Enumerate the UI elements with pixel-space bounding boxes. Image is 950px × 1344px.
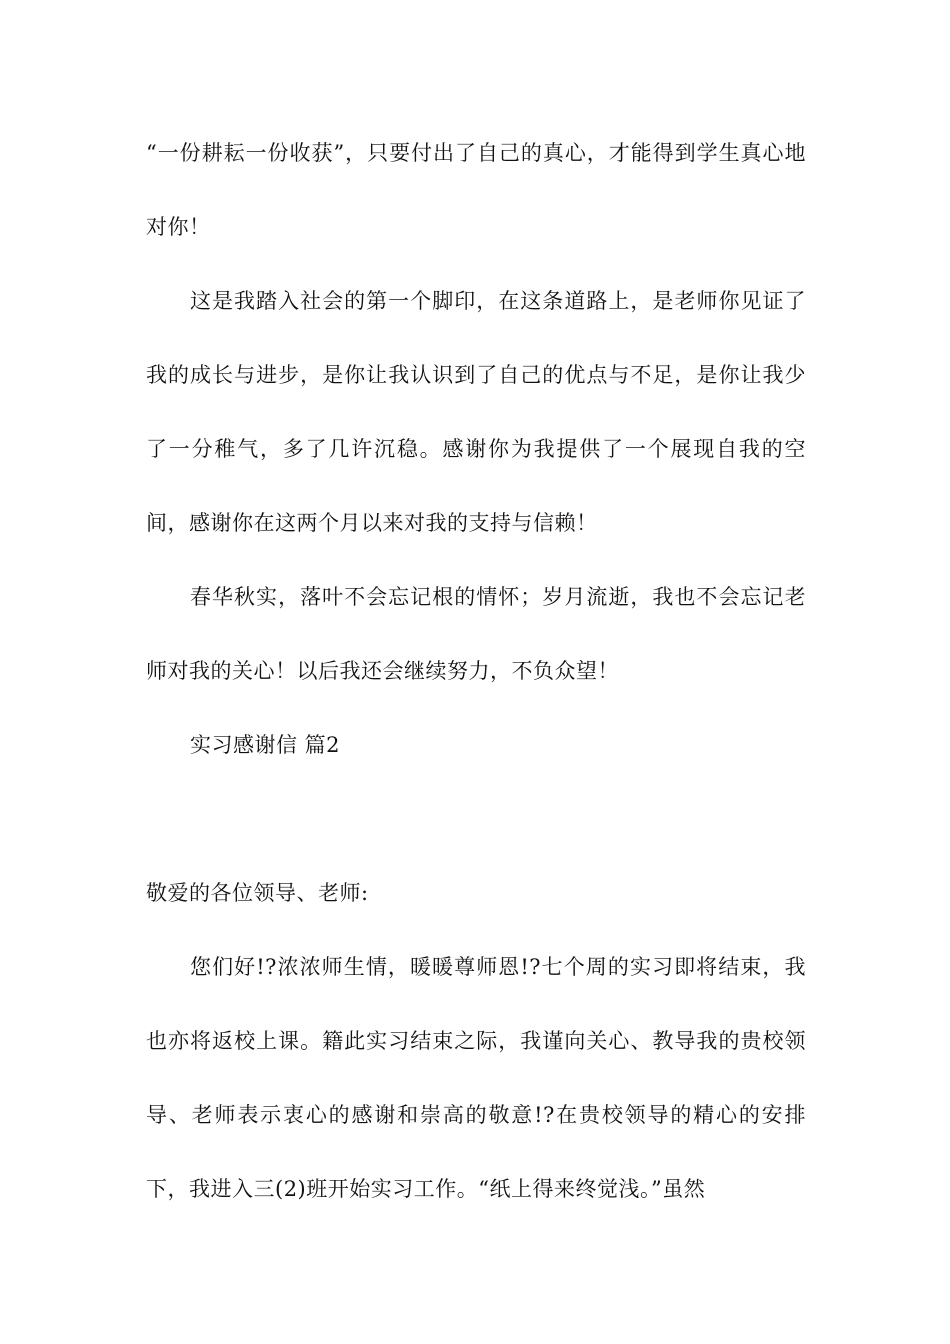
paragraph-footprint: 这是我踏入社会的第一个脚印，在这条道路上，是老师你见证了我的成长与进步，是你让我认识到了自己的优点与不足，是你让我少了一分稚气，多了几许沉稳。感谢你为我提供了一个展现自我的空间，感谢你在这两个月以来对我的支持与信赖！ <box>146 289 806 535</box>
section-spacer <box>146 782 806 856</box>
salutation: 敬爱的各位领导、老师: <box>146 881 369 905</box>
paragraph-continuation: “一份耕耘一份收获”，只要付出了自己的真心，才能得到学生真心地对你！ <box>146 141 806 239</box>
paragraph-gratitude: 春华秋实，落叶不会忘记根的情怀；岁月流逝，我也不会忘记老师对我的关心！以后我还会继续努力，不负众望！ <box>146 585 806 683</box>
paragraph-internship: 您们好!?浓浓师生情，暖暖尊师恩!?七个周的实习即将结束，我也亦将返校上课。籍此实习结束之际，我谨向关心、教导我的贵校领导、老师表示衷心的感谢和崇高的敬意!?在贵校领导的精心的安排下，我进入三(2)班开始实习工作。“纸上得来终觉浅。”虽然 <box>146 955 806 1201</box>
document-body <box>146 116 806 1226</box>
section-title: 实习感谢信 篇2 <box>190 733 341 757</box>
